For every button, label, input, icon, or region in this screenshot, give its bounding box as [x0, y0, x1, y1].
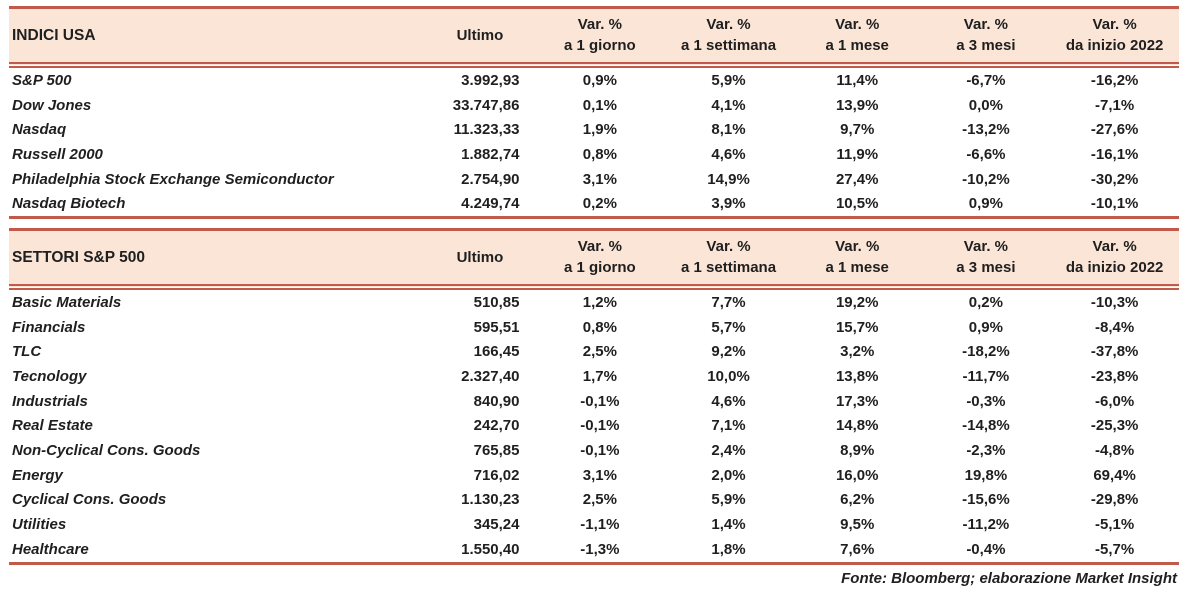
column-header-var-1-mese — [793, 8, 922, 66]
column-header-var-inizio-2022 — [1050, 8, 1179, 66]
column-header-var-3-mesi — [922, 8, 1051, 66]
var-pct-value: 3,1% — [582, 170, 617, 188]
ultimo-value: 1.550,40 — [461, 540, 520, 558]
column-header-line1: Var. % — [835, 16, 880, 33]
var-pct-value: 13,8% — [835, 368, 879, 386]
instrument-name: Non-Cyclical Cons. Goods — [12, 442, 201, 460]
settori-sp500-rows — [9, 287, 1179, 563]
var-pct-value: 2,5% — [582, 343, 617, 361]
instrument-name: Financials — [12, 318, 86, 336]
var-pct-value: 5,7% — [711, 318, 746, 336]
var-pct-value: 5,9% — [711, 71, 746, 89]
var-pct-value: 8,1% — [711, 121, 746, 139]
var-pct-value: 10,0% — [707, 368, 750, 386]
column-header-line1: Var. % — [706, 16, 751, 33]
var-pct-value: 1,9% — [582, 121, 617, 139]
table-row — [9, 93, 1179, 118]
var-pct-value: 0,8% — [582, 145, 617, 163]
var-pct-value: 2,5% — [582, 491, 617, 509]
var-pct-value: 17,3% — [835, 392, 879, 410]
settori-sp500-table — [9, 228, 1179, 565]
column-header-ultimo: Ultimo — [424, 230, 535, 288]
table-row — [9, 512, 1179, 537]
var-pct-value: 0,1% — [582, 96, 617, 114]
table-row — [9, 389, 1179, 414]
var-pct-value: -37,8% — [1090, 343, 1139, 361]
table-row — [9, 414, 1179, 439]
table-row — [9, 191, 1179, 217]
column-header-line2: a 1 mese — [825, 37, 889, 54]
var-pct-value: 13,9% — [835, 96, 879, 114]
instrument-name: Philadelphia Stock Exchange Semiconductor — [12, 170, 334, 188]
instrument-name: Utilities — [12, 516, 67, 534]
column-header-line1: Var. % — [1092, 238, 1137, 256]
instrument-name: Nasdaq Biotech — [12, 195, 126, 213]
column-header-line2: a 1 giorno — [564, 37, 636, 54]
ultimo-value: 840,90 — [473, 392, 520, 410]
var-pct-value: -13,2% — [962, 121, 1010, 139]
var-pct-value: -8,4% — [1095, 318, 1135, 336]
indici-usa-table — [9, 6, 1179, 219]
instrument-name: Energy — [12, 466, 63, 484]
var-pct-value: 14,9% — [707, 170, 750, 188]
var-pct-value: -11,2% — [962, 516, 1010, 534]
ultimo-value: 595,51 — [473, 318, 520, 336]
var-pct-value: 7,6% — [840, 540, 875, 558]
column-header-var-1-giorno — [536, 8, 665, 66]
var-pct-value: 2,0% — [711, 466, 746, 484]
column-header-line1: Var. % — [577, 238, 622, 256]
var-pct-value: 3,2% — [840, 343, 875, 361]
var-pct-value: 19,8% — [964, 466, 1008, 484]
var-pct-value: 4,1% — [711, 96, 746, 114]
ultimo-value: 242,70 — [473, 417, 520, 435]
var-pct-value: 1,8% — [711, 540, 746, 558]
table-row — [9, 438, 1179, 463]
table-row — [9, 537, 1179, 563]
source-note: Fonte: Bloomberg; elaborazione Market Insight — [841, 569, 1177, 587]
var-pct-value: 1,2% — [582, 293, 617, 311]
var-pct-value: 9,2% — [711, 343, 746, 361]
ultimo-value: 4.249,74 — [461, 195, 520, 213]
column-header-line2: a 1 giorno — [564, 259, 636, 277]
column-header-var-3-mesi — [922, 230, 1051, 288]
section-title-indici-usa: INDICI USA — [9, 8, 424, 66]
var-pct-value: 19,2% — [835, 293, 879, 311]
table-row — [9, 142, 1179, 167]
var-pct-value: 5,9% — [711, 491, 746, 509]
var-pct-value: 14,8% — [835, 417, 879, 435]
var-pct-value: 7,7% — [711, 293, 746, 311]
table-row — [9, 340, 1179, 365]
var-pct-value: 3,9% — [711, 195, 746, 213]
instrument-name: S&P 500 — [12, 71, 72, 89]
ultimo-value: 3.992,93 — [461, 71, 520, 89]
var-pct-value: -7,1% — [1095, 96, 1135, 114]
column-header-ultimo: Ultimo — [424, 8, 535, 66]
var-pct-value: 16,0% — [835, 466, 879, 484]
column-header-var-1-settimana — [664, 230, 793, 288]
var-pct-value: 4,6% — [711, 392, 746, 410]
var-pct-value: 9,5% — [840, 516, 875, 534]
var-pct-value: 27,4% — [835, 170, 879, 188]
column-header-line2: a 3 mesi — [956, 259, 1016, 277]
ultimo-value: 166,45 — [473, 343, 520, 361]
table-row — [9, 117, 1179, 142]
var-pct-value: -6,6% — [966, 145, 1006, 163]
var-pct-value: 0,9% — [968, 195, 1003, 213]
ultimo-value: 510,85 — [473, 293, 520, 311]
column-header-line2: da inizio 2022 — [1065, 37, 1164, 54]
column-header-line1: Var. % — [963, 16, 1008, 33]
var-pct-value: 4,6% — [711, 145, 746, 163]
column-header-var-1-settimana — [664, 8, 793, 66]
column-header-line2: a 3 mesi — [956, 37, 1016, 54]
table-header-row — [9, 230, 1179, 288]
var-pct-value: -1,3% — [580, 540, 620, 558]
instrument-name: Industrials — [12, 392, 88, 410]
var-pct-value: 9,7% — [840, 121, 875, 139]
var-pct-value: 0,9% — [968, 318, 1003, 336]
var-pct-value: -6,0% — [1095, 392, 1135, 410]
table-row — [9, 167, 1179, 192]
section-title-settori-sp500: SETTORI S&P 500 — [9, 230, 424, 288]
var-pct-value: 11,4% — [836, 71, 879, 89]
var-pct-value: 1,4% — [711, 516, 746, 534]
var-pct-value: -16,1% — [1090, 145, 1139, 163]
ultimo-value: 716,02 — [473, 466, 520, 484]
column-header-line1: Var. % — [577, 16, 622, 33]
var-pct-value: -4,8% — [1095, 442, 1135, 460]
ultimo-value: 11.323,33 — [453, 121, 520, 139]
var-pct-value: 0,2% — [968, 293, 1003, 311]
ultimo-value: 1.882,74 — [461, 145, 520, 163]
var-pct-value: 15,7% — [835, 318, 879, 336]
ultimo-value: 1.130,23 — [461, 491, 520, 509]
var-pct-value: -18,2% — [962, 343, 1010, 361]
var-pct-value: -5,7% — [1095, 540, 1135, 558]
var-pct-value: -23,8% — [1090, 368, 1139, 386]
var-pct-value: 8,9% — [840, 442, 875, 460]
var-pct-value: -10,3% — [1090, 293, 1139, 311]
var-pct-value: 10,5% — [835, 195, 879, 213]
instrument-name: Real Estate — [12, 417, 93, 435]
column-header-line2: a 1 settimana — [681, 259, 777, 277]
var-pct-value: -11,7% — [962, 368, 1010, 386]
var-pct-value: 0,2% — [582, 195, 617, 213]
var-pct-value: 6,2% — [840, 491, 875, 509]
table-row — [9, 488, 1179, 513]
table-row — [9, 287, 1179, 315]
ultimo-value: 33.747,86 — [452, 96, 520, 114]
var-pct-value: -6,7% — [966, 71, 1006, 89]
instrument-name: Cyclical Cons. Goods — [12, 491, 167, 509]
ultimo-value: 2.327,40 — [461, 368, 520, 386]
var-pct-value: -0,1% — [580, 417, 620, 435]
instrument-name: Russell 2000 — [12, 145, 103, 163]
instrument-name: TLC — [12, 343, 42, 361]
ultimo-value: 2.754,90 — [461, 170, 520, 188]
column-header-var-inizio-2022 — [1050, 230, 1179, 288]
column-header-line2: a 1 mese — [825, 259, 889, 277]
instrument-name: Dow Jones — [12, 96, 92, 114]
var-pct-value: 11,9% — [836, 145, 879, 163]
table-header-row — [9, 8, 1179, 66]
column-header-line2: da inizio 2022 — [1065, 259, 1164, 277]
column-header-line1: Var. % — [963, 238, 1008, 256]
var-pct-value: -15,6% — [962, 491, 1010, 509]
ultimo-value: 345,24 — [473, 516, 520, 534]
instrument-name: Healthcare — [12, 540, 89, 558]
column-header-line1: Var. % — [706, 238, 751, 256]
ultimo-value: 765,85 — [473, 442, 520, 460]
var-pct-value: -1,1% — [580, 516, 620, 534]
var-pct-value: 0,8% — [582, 318, 617, 336]
var-pct-value: -25,3% — [1090, 417, 1139, 435]
var-pct-value: -5,1% — [1095, 516, 1135, 534]
table-row — [9, 65, 1179, 93]
var-pct-value: -29,8% — [1090, 491, 1139, 509]
var-pct-value: -10,2% — [962, 170, 1010, 188]
instrument-name: Tecnology — [12, 368, 87, 386]
table-row — [9, 364, 1179, 389]
table-row — [9, 315, 1179, 340]
indici-usa-rows — [9, 65, 1179, 218]
instrument-name: Basic Materials — [12, 293, 122, 311]
column-header-line1: Var. % — [1092, 16, 1137, 33]
var-pct-value: 7,1% — [711, 417, 746, 435]
var-pct-value: -16,2% — [1090, 71, 1139, 89]
var-pct-value: -14,8% — [962, 417, 1010, 435]
var-pct-value: -27,6% — [1090, 121, 1139, 139]
table-row — [9, 463, 1179, 488]
var-pct-value: 0,0% — [968, 96, 1003, 114]
var-pct-value: 2,4% — [711, 442, 746, 460]
var-pct-value: -0,3% — [966, 392, 1006, 410]
var-pct-value: -0,1% — [580, 392, 620, 410]
var-pct-value: -0,1% — [580, 442, 620, 460]
var-pct-value: -0,4% — [966, 540, 1006, 558]
var-pct-value: -30,2% — [1090, 170, 1139, 188]
var-pct-value: 1,7% — [582, 368, 617, 386]
column-header-var-1-giorno — [536, 230, 665, 288]
column-header-line2: a 1 settimana — [681, 37, 777, 54]
var-pct-value: 3,1% — [582, 466, 617, 484]
column-header-var-1-mese — [793, 230, 922, 288]
var-pct-value: 0,9% — [582, 71, 617, 89]
instrument-name: Nasdaq — [12, 121, 67, 139]
var-pct-value: -10,1% — [1090, 195, 1139, 213]
var-pct-value: 69,4% — [1093, 466, 1136, 484]
column-header-line1: Var. % — [835, 238, 880, 256]
var-pct-value: -2,3% — [966, 442, 1006, 460]
